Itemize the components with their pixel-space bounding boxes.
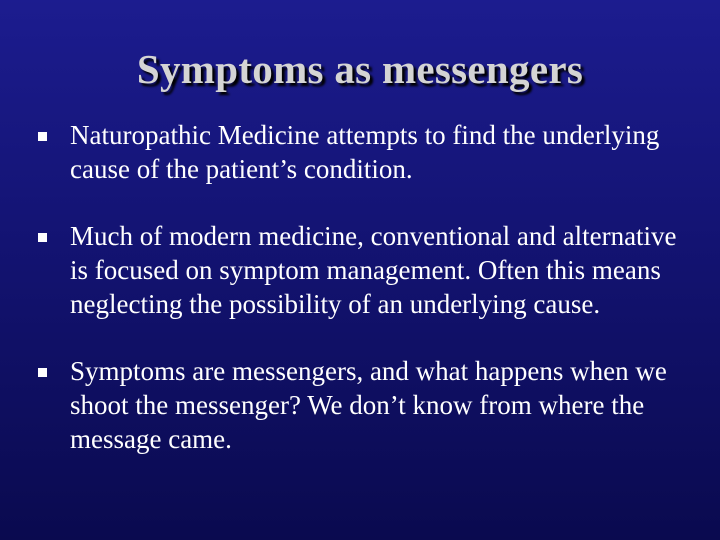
bullet-item — [36, 118, 686, 186]
bullet-list — [36, 118, 686, 456]
bullet-text: Naturopathic Medicine attempts to find the underlying cause of the patient’s condition. — [70, 120, 660, 184]
bullet-item — [36, 354, 686, 456]
slide-title: Symptoms as messengers — [136, 46, 584, 92]
square-bullet-icon — [38, 233, 47, 242]
square-bullet-icon — [38, 132, 47, 141]
square-bullet-icon — [38, 368, 47, 377]
bullet-text: Much of modern medicine, conventional and alternative is focused on symptom management. Often this means neglecting the possibility of an underlying cause. — [70, 221, 677, 319]
bullet-item — [36, 219, 686, 321]
bullet-text: Symptoms are messengers, and what happens when we shoot the messenger? We don’t know from where the message came. — [70, 356, 667, 454]
